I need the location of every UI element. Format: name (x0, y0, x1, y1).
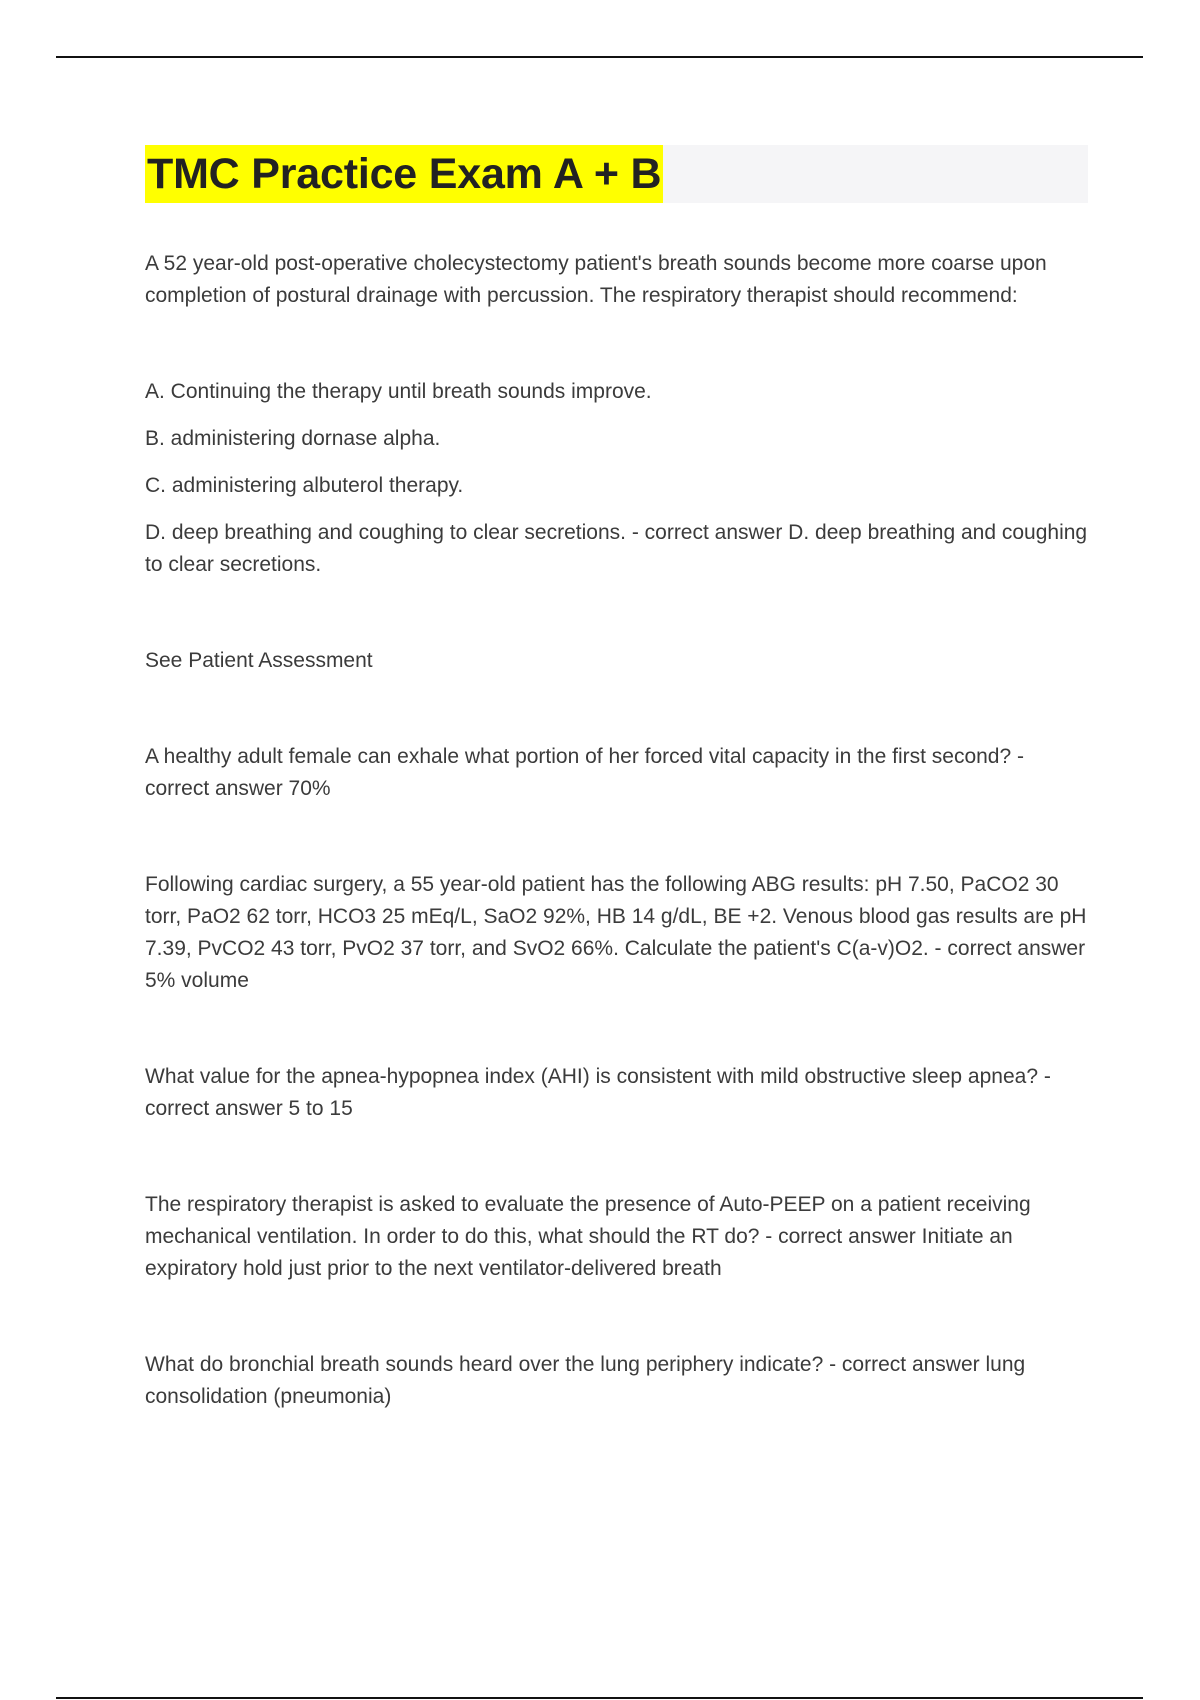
paragraph-autopeep-question: The respiratory therapist is asked to evaluate the presence of Auto-PEEP on a patient receiving mechanical ventilation. In order to do this, what should the RT do? - correct answer Initiate an expiratory hold just prior to the next ventilator-delivered breath (145, 1193, 1031, 1280)
paragraph-see-assessment: See Patient Assessment (145, 649, 373, 672)
answer-options (145, 376, 1090, 581)
option-b: B. administering dornase alpha. (145, 427, 441, 450)
document-title: TMC Practice Exam A + B (145, 145, 663, 203)
document-body (145, 248, 1090, 1477)
option-d: D. deep breathing and coughing to clear secretions. - correct answer D. deep breathing and coughing to clear secretions. (145, 521, 1088, 576)
top-rule (56, 56, 1143, 58)
paragraph-ahi-question: What value for the apnea-hypopnea index (AHI) is consistent with mild obstructive sleep apnea? - correct answer 5 to 15 (145, 1065, 1051, 1120)
option-c: C. administering albuterol therapy. (145, 474, 464, 497)
question-text: A 52 year-old post-operative cholecystectomy patient's breath sounds become more coarse upon completion of postural drainage with percussion. The respiratory therapist should recommend: (145, 252, 1047, 307)
paragraph-bronchial-question: What do bronchial breath sounds heard over the lung periphery indicate? - correct answer lung consolidation (pneumonia) (145, 1353, 1026, 1408)
paragraph-abg-question: Following cardiac surgery, a 55 year-old patient has the following ABG results: pH 7.50, PaCO2 30 torr, PaO2 62 torr, HCO3 25 mEq/L, SaO2 92%, HB 14 g/dL, BE +2. Venous blood gas results are pH 7.39, PvCO2 43 torr, PvO2 37 torr, and SvO2 66%. Calculate the patient's C(a-v)O2. - correct answer 5% volume (145, 873, 1087, 992)
option-a: A. Continuing the therapy until breath sounds improve. (145, 380, 652, 403)
bottom-rule (56, 1697, 1143, 1699)
paragraph-fev1-question: A healthy adult female can exhale what portion of her forced vital capacity in the first second? - correct answer 70% (145, 745, 1024, 800)
spacer (145, 581, 1090, 645)
